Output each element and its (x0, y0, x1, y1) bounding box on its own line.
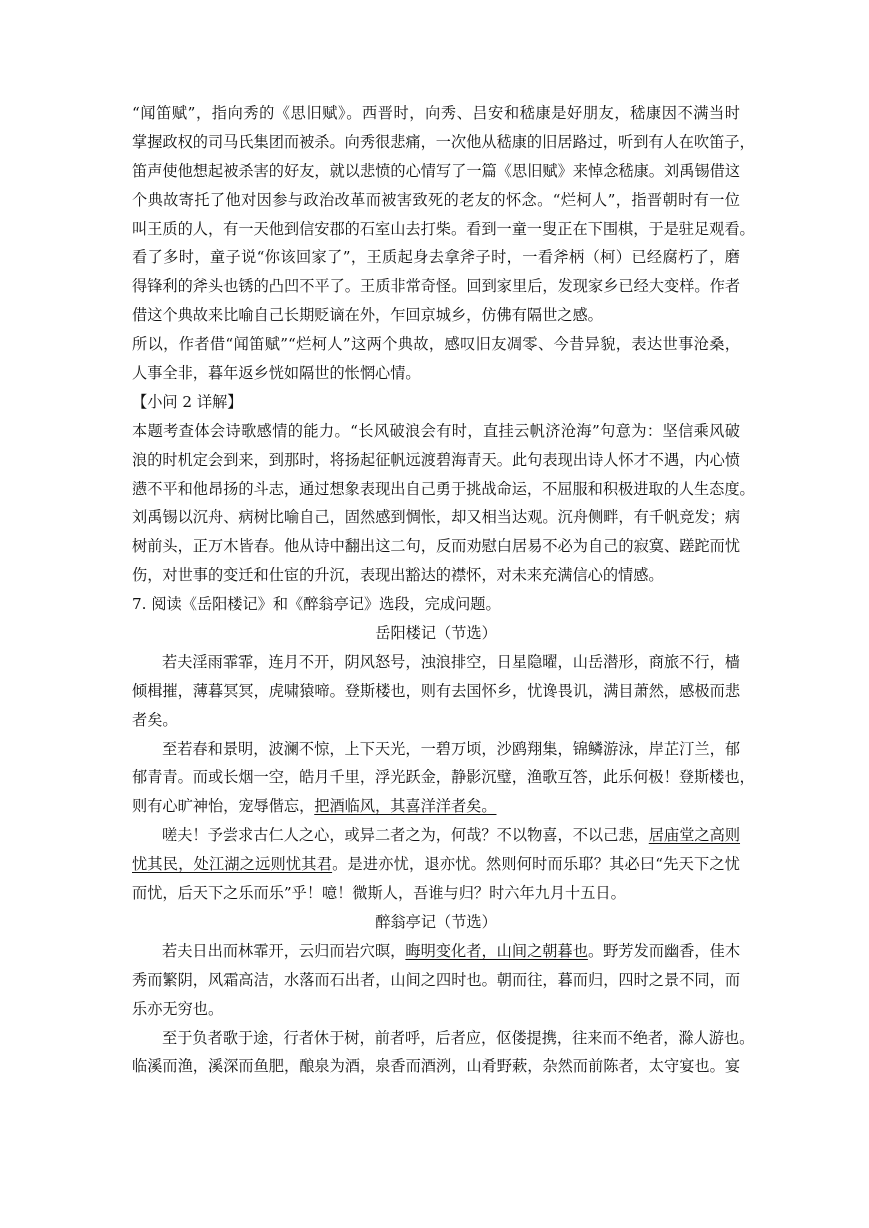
text-line: 叫王质的人，有一天他到信安郡的石室山去打柴。看到一童一叟正在下围棋，于是驻足观看。 (132, 219, 755, 238)
text-line: 秀而繁阴，风霜高洁，水落而石出者，山间之四时也。朝而往，暮而归，四时之景不同，而 (132, 970, 740, 989)
text-line: 个典故寄托了他对因参与政治改革而被害致死的老友的怀念。“烂柯人”，指晋朝时有一位 (132, 190, 740, 209)
text-line: 至若春和景明，波澜不惊，上下天光，一碧万顷，沙鸥翔集，锦鳞游泳，岸芷汀兰，郁 (162, 739, 740, 758)
text-line: 人事全非，暮年返乡恍如隔世的怅惘心情。 (132, 364, 421, 383)
zuiwengting-paragraph-2 (132, 1024, 755, 1082)
text-line: 乐亦无穷也。 (132, 999, 224, 1018)
text-line: 倾楫摧，薄暮冥冥，虎啸猿啼。登斯楼也，则有去国怀乡，忧谗畏讥，满目萧然，感极而悲 (132, 681, 740, 700)
underlined-sentence: 把酒临风，其喜洋洋者矣。 (314, 797, 497, 816)
underlined-sentence: 晦明变化者，山间之朝暮也 (405, 941, 588, 960)
yueyanglou-paragraph-3 (132, 821, 740, 908)
text-line: 掌握政权的司马氏集团而被杀。向秀很悲痛，一次他从嵇康的旧居路过，听到有人在吹笛子， (132, 132, 755, 151)
text-line: 者矣。 (132, 710, 178, 729)
subquestion-2-heading: 【小问 2 详解】 (132, 392, 243, 411)
underlined-sentence: 居庙堂之高则 (648, 826, 741, 845)
yueyanglou-paragraph-2 (132, 735, 755, 822)
text-line: 浪的时机定会到来，到那时，将扬起征帆远渡碧海青天。此句表现出诗人怀才不遇，内心愤 (132, 450, 740, 469)
text-line: 若夫淫雨霏霏，连月不开，阴风怒号，浊浪排空，日星隐曜，山岳潜形，商旅不行，樯 (162, 652, 740, 671)
text-line (132, 821, 740, 850)
zuiwengting-paragraph-1 (132, 937, 740, 1024)
text-line: 至于负者歌于途，行者休于树，前者呼，后者应，伛偻提携，往来而不绝者，滁人游也。 (162, 1028, 755, 1047)
explanation-paragraph-summary (132, 330, 740, 388)
text-line: 借这个典故来比喻自己长期贬谪在外，乍回京城乡，仿佛有隔世之感。 (132, 306, 603, 325)
passage-title-yueyanglou: 岳阳楼记（节选） (375, 624, 497, 643)
underlined-sentence: 忧其民，处江湖之远则忧其君 (132, 855, 333, 874)
explanation-paragraph-allusions (132, 99, 755, 330)
document-page (132, 99, 755, 1081)
text-line: 刘禹锡以沉舟、病树比喻自己，固然感到惆怅，却又相当达观。沉舟侧畔，有千帆竞发；病 (132, 508, 740, 527)
passage-title-zuiwengting: 醉翁亭记（节选） (375, 912, 497, 931)
yueyanglou-paragraph-1 (132, 648, 740, 735)
text-line (132, 937, 740, 966)
text-line: 临溪而渔，溪深而鱼肥，酿泉为酒，泉香而酒洌，山肴野蔌，杂然而前陈者，太守宴也。宴 (132, 1057, 740, 1076)
question-7-prompt: 7. 阅读《岳阳楼记》和《醉翁亭记》选段，完成问题。 (132, 595, 501, 614)
text-line: 郁青青。而或长烟一空，皓月千里，浮光跃金，静影沉璧，渔歌互答，此乐何极！登斯楼也， (132, 768, 755, 787)
text-line: 树前头，正万木皆春。他从诗中翻出这二句，反而劝慰白居易不必为自己的寂寞、蹉跎而忧 (132, 537, 740, 556)
text-line: 所以，作者借“闻笛赋”“烂柯人”这两个典故，感叹旧友凋零、今昔异貌，表达世事沧桑， (132, 335, 740, 354)
text-segment: 嗟夫！予尝求古仁人之心，或异二者之为，何哉？不以物喜，不以己悲， (162, 826, 649, 845)
text-segment: 。是进亦忧，退亦忧。然则何时而乐耶？其必曰“先天下之忧 (332, 855, 740, 874)
explanation-paragraph-q2 (132, 417, 755, 590)
text-line: 本题考查体会诗歌感情的能力。“长风破浪会有时，直挂云帆济沧海”句意为：坚信乘风破 (132, 421, 740, 440)
text-line: 而忧，后天下之乐而乐”乎！噫！微斯人，吾谁与归？时六年九月十五日。 (132, 884, 626, 903)
text-line: 懑不平和他昂扬的斗志，通过想象表现出自己勇于挑战命运，不屈服和积极进取的人生态度。 (132, 479, 755, 498)
text-line: “闻笛赋”，指向秀的《思旧赋》。西晋时，向秀、吕安和嵇康是好朋友，嵇康因不满当时 (132, 104, 740, 122)
text-segment: 。野芳发而幽香，佳木 (587, 941, 741, 960)
text-line: 得锋利的斧头也锈的凸凹不平了。王质非常奇怪。回到家里后，发现家乡已经大变样。作者 (132, 277, 740, 296)
text-line (132, 850, 740, 879)
text-segment: 若夫日出而林霏开，云归而岩穴暝， (162, 941, 406, 960)
text-line: 看了多时，童子说“你该回家了”，王质起身去拿斧子时，一看斧柄（柯）已经腐朽了，磨 (132, 248, 740, 267)
text-line: 笛声使他想起被杀害的好友，就以悲愤的心情写了一篇《思旧赋》来悼念嵇康。刘禹锡借这 (132, 161, 740, 180)
text-line: 伤，对世事的变迁和仕宦的升沉，表现出豁达的襟怀，对未来充满信心的情感。 (132, 566, 664, 585)
text-line (132, 792, 740, 821)
text-segment: 则有心旷神怡，宠辱偕忘， (132, 797, 315, 816)
